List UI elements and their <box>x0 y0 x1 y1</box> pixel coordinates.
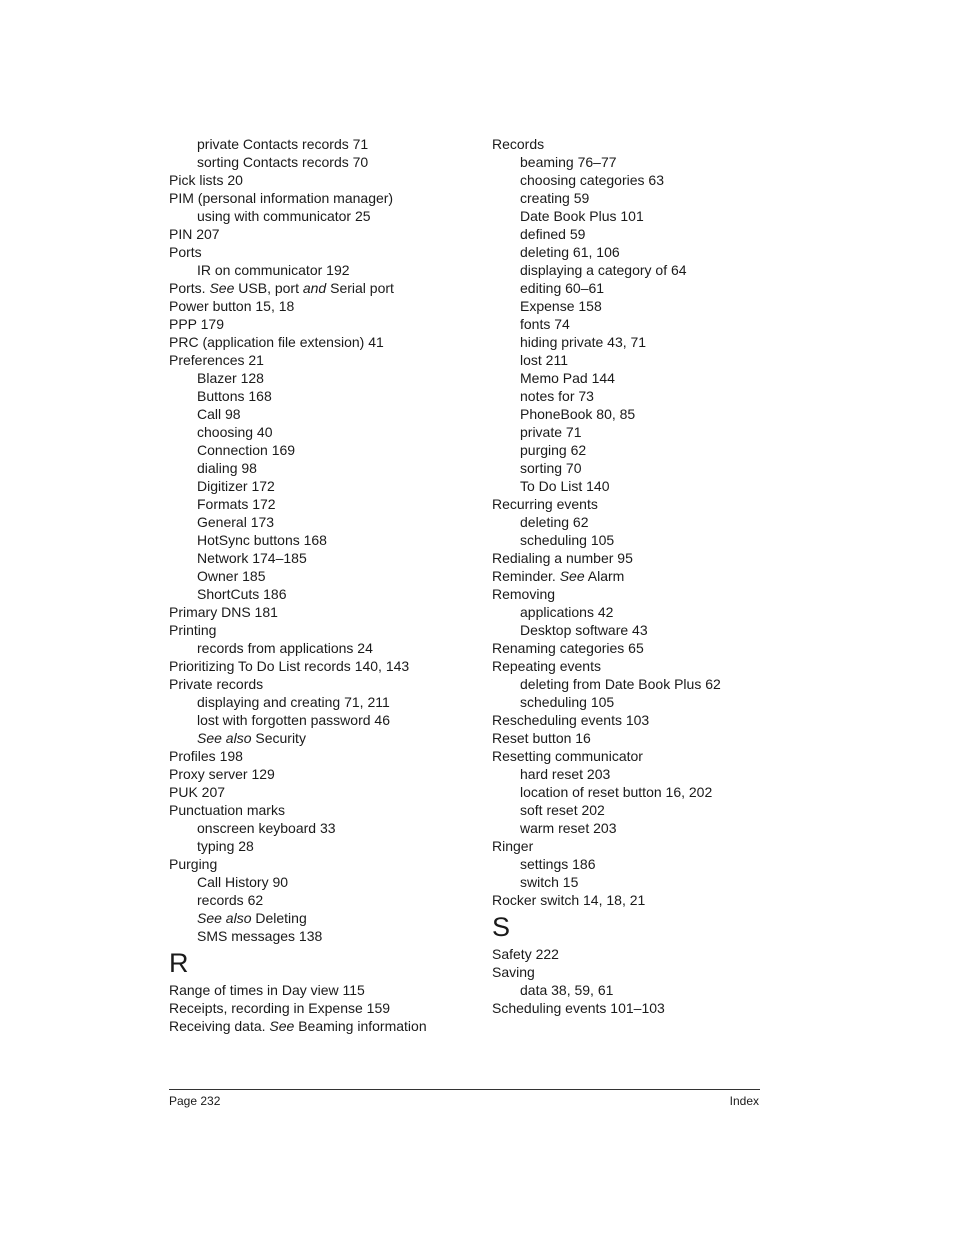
entry-text: warm reset 203 <box>520 820 617 836</box>
index-subentry <box>492 279 792 297</box>
entry-text: Prioritizing To Do List records 140, 143 <box>169 658 410 674</box>
entry-text: To Do List 140 <box>520 478 610 494</box>
index-subentry <box>492 981 792 999</box>
entry-text: Call 98 <box>197 406 241 422</box>
index-subentry <box>492 351 792 369</box>
index-subentry <box>169 549 469 567</box>
index-entry <box>169 999 469 1017</box>
index-subentry <box>492 297 792 315</box>
index-entry <box>169 333 469 351</box>
index-entry <box>169 603 469 621</box>
index-subentry <box>492 369 792 387</box>
index-subentry <box>169 909 469 927</box>
index-entry <box>169 657 469 675</box>
cross-reference-label: and <box>302 280 327 296</box>
entry-text: switch 15 <box>520 874 579 890</box>
index-subentry <box>492 225 792 243</box>
entry-text: Private records <box>169 676 264 692</box>
index-entry <box>492 567 792 585</box>
entry-text: PIN 207 <box>169 226 220 242</box>
entry-text: Saving <box>492 964 535 980</box>
index-subentry <box>492 675 792 693</box>
entry-text: purging 62 <box>520 442 587 458</box>
entry-text: Removing <box>492 586 556 602</box>
entry-text: Range of times in Day view 115 <box>169 982 365 998</box>
entry-text: Ringer <box>492 838 534 854</box>
index-entry <box>492 135 792 153</box>
entry-text: Desktop software 43 <box>520 622 648 638</box>
entry-text: scheduling 105 <box>520 694 615 710</box>
entry-text: displaying a category of 64 <box>520 262 687 278</box>
index-entry <box>492 963 792 981</box>
index-entry <box>169 747 469 765</box>
entry-text: displaying and creating 71, 211 <box>197 694 390 710</box>
index-entry <box>169 297 469 315</box>
entry-text: Rocker switch 14, 18, 21 <box>492 892 646 908</box>
index-subentry <box>492 531 792 549</box>
index-subentry <box>169 639 469 657</box>
index-entry <box>169 621 469 639</box>
section-letter: S <box>492 912 511 942</box>
entry-text: lost 211 <box>520 352 568 368</box>
index-subentry <box>169 531 469 549</box>
index-subentry <box>492 387 792 405</box>
entry-text: HotSync buttons 168 <box>197 532 327 548</box>
index-subentry <box>169 441 469 459</box>
entry-text: Resetting communicator <box>492 748 643 764</box>
index-subentry <box>492 603 792 621</box>
entry-text: Connection 169 <box>197 442 296 458</box>
entry-text: Receiving data. <box>169 1018 270 1034</box>
index-subentry <box>492 207 792 225</box>
index-subentry <box>169 459 469 477</box>
index-subentry <box>169 513 469 531</box>
entry-text: private 71 <box>520 424 582 440</box>
index-subentry <box>169 711 469 729</box>
entry-text: Reminder. <box>492 568 560 584</box>
entry-text: Recurring events <box>492 496 598 512</box>
entry-text: sorting Contacts records 70 <box>197 154 369 170</box>
entry-text: hiding private 43, 71 <box>520 334 647 350</box>
index-subentry <box>492 171 792 189</box>
entry-text: hard reset 203 <box>520 766 611 782</box>
cross-reference-label: See also <box>197 910 252 926</box>
entry-text: dialing 98 <box>197 460 257 476</box>
index-subentry <box>169 693 469 711</box>
section-letter: R <box>169 948 189 978</box>
entry-text: Redialing a number 95 <box>492 550 633 566</box>
index-entry <box>492 711 792 729</box>
entry-text: Digitizer 172 <box>197 478 275 494</box>
entry-text: choosing 40 <box>197 424 273 440</box>
cross-reference-label: See <box>559 568 585 584</box>
index-subentry <box>492 621 792 639</box>
entry-text: Ports <box>169 244 202 260</box>
footer-section-title: Index <box>729 1094 759 1108</box>
entry-text: typing 28 <box>197 838 254 854</box>
entry-text: SMS messages 138 <box>197 928 323 944</box>
entry-text: deleting 61, 106 <box>520 244 620 260</box>
entry-text: fonts 74 <box>520 316 570 332</box>
index-subentry <box>492 405 792 423</box>
index-entry <box>492 747 792 765</box>
index-entry <box>492 891 792 909</box>
entry-text: Primary DNS 181 <box>169 604 278 620</box>
entry-text: records 62 <box>197 892 264 908</box>
index-entry <box>169 783 469 801</box>
index-entry <box>492 837 792 855</box>
entry-text: Network 174–185 <box>197 550 307 566</box>
entry-text: Ports. <box>169 280 210 296</box>
index-subentry <box>169 369 469 387</box>
entry-text: PPP 179 <box>169 316 225 332</box>
entry-text: Expense 158 <box>520 298 602 314</box>
entry-text: Formats 172 <box>197 496 276 512</box>
index-subentry <box>492 513 792 531</box>
index-subentry <box>492 693 792 711</box>
index-entry <box>492 495 792 513</box>
entry-text: General 173 <box>197 514 275 530</box>
entry-text: Buttons 168 <box>197 388 272 404</box>
entry-text: Punctuation marks <box>169 802 285 818</box>
entry-text: Receipts, recording in Expense 159 <box>169 1000 391 1016</box>
cross-reference-label: See <box>269 1018 295 1034</box>
entry-text: choosing categories 63 <box>520 172 664 188</box>
index-column-left <box>169 135 469 1035</box>
index-subentry <box>492 423 792 441</box>
index-subentry <box>492 261 792 279</box>
index-subentry <box>169 891 469 909</box>
index-entry <box>492 945 792 963</box>
footer-rule <box>169 1089 760 1090</box>
index-entry <box>169 981 469 999</box>
entry-text: Power button 15, 18 <box>169 298 295 314</box>
entry-text: data 38, 59, 61 <box>520 982 614 998</box>
entry-text: PhoneBook 80, 85 <box>520 406 636 422</box>
entry-text: Reset button 16 <box>492 730 591 746</box>
index-subentry <box>169 405 469 423</box>
cross-reference-label: See also <box>197 730 252 746</box>
entry-text: Purging <box>169 856 218 872</box>
entry-text: Date Book Plus 101 <box>520 208 644 224</box>
index-subentry <box>169 873 469 891</box>
entry-text: Scheduling events 101–103 <box>492 1000 665 1016</box>
index-column-right <box>492 135 792 1017</box>
index-subentry <box>169 837 469 855</box>
entry-text: using with communicator 25 <box>197 208 371 224</box>
entry-text: Alarm <box>584 568 625 584</box>
index-entry <box>169 225 469 243</box>
entry-text: Call History 90 <box>197 874 289 890</box>
index-subentry <box>169 207 469 225</box>
index-entry <box>169 675 469 693</box>
index-subentry <box>492 243 792 261</box>
index-subentry <box>169 585 469 603</box>
footer-page-number: Page 232 <box>169 1094 221 1108</box>
index-subentry <box>492 459 792 477</box>
index-subentry <box>492 441 792 459</box>
entry-text: ShortCuts 186 <box>197 586 287 602</box>
entry-text: soft reset 202 <box>520 802 605 818</box>
index-subentry <box>169 261 469 279</box>
entry-text: Serial port <box>326 280 394 296</box>
entry-text: Proxy server 129 <box>169 766 275 782</box>
entry-text: Owner 185 <box>197 568 266 584</box>
entry-text: scheduling 105 <box>520 532 615 548</box>
index-entry <box>492 639 792 657</box>
index-entry <box>492 657 792 675</box>
index-subentry <box>169 153 469 171</box>
entry-text: Profiles 198 <box>169 748 243 764</box>
entry-text: PUK 207 <box>169 784 226 800</box>
index-subentry <box>492 855 792 873</box>
index-subentry <box>492 783 792 801</box>
entry-text: deleting from Date Book Plus 62 <box>520 676 721 692</box>
cross-reference-label: See <box>209 280 235 296</box>
index-subentry <box>169 423 469 441</box>
index-entry <box>169 315 469 333</box>
index-subentry <box>169 477 469 495</box>
entry-text: Blazer 128 <box>197 370 264 386</box>
entry-text: beaming 76–77 <box>520 154 617 170</box>
index-subentry <box>169 729 469 747</box>
entry-text: Rescheduling events 103 <box>492 712 650 728</box>
index-subentry <box>492 873 792 891</box>
entry-text: PRC (application file extension) 41 <box>169 334 384 350</box>
index-entry <box>169 855 469 873</box>
entry-text: editing 60–61 <box>520 280 605 296</box>
entry-text: USB, port <box>234 280 303 296</box>
index-entry <box>169 171 469 189</box>
entry-text: records from applications 24 <box>197 640 373 656</box>
index-subentry <box>169 927 469 945</box>
entry-text: Memo Pad 144 <box>520 370 615 386</box>
index-entry <box>169 765 469 783</box>
entry-text: Repeating events <box>492 658 601 674</box>
entry-text: PIM (personal information manager) <box>169 190 394 206</box>
index-subentry <box>492 189 792 207</box>
entry-text: IR on communicator 192 <box>197 262 350 278</box>
index-entry <box>169 351 469 369</box>
index-subentry <box>492 801 792 819</box>
entry-text: Beaming information <box>294 1018 427 1034</box>
entry-text: Records <box>492 136 545 152</box>
entry-text: notes for 73 <box>520 388 594 404</box>
entry-text: Pick lists 20 <box>169 172 243 188</box>
index-subentry <box>492 819 792 837</box>
entry-text: Renaming categories 65 <box>492 640 644 656</box>
index-subentry <box>492 477 792 495</box>
index-entry <box>169 189 469 207</box>
entry-text: onscreen keyboard 33 <box>197 820 336 836</box>
entry-text: Preferences 21 <box>169 352 264 368</box>
entry-text: sorting 70 <box>520 460 582 476</box>
index-entry <box>169 279 469 297</box>
index-subentry <box>492 765 792 783</box>
entry-text: deleting 62 <box>520 514 589 530</box>
entry-text: location of reset button 16, 202 <box>520 784 713 800</box>
entry-text: settings 186 <box>520 856 596 872</box>
index-subentry <box>169 387 469 405</box>
index-subentry <box>169 567 469 585</box>
entry-text: Safety 222 <box>492 946 559 962</box>
entry-text: creating 59 <box>520 190 590 206</box>
entry-text: applications 42 <box>520 604 614 620</box>
entry-text: defined 59 <box>520 226 586 242</box>
index-entry <box>492 585 792 603</box>
entry-text: Deleting <box>251 910 307 926</box>
index-subentry <box>492 153 792 171</box>
index-entry <box>169 1017 469 1035</box>
entry-text: Security <box>251 730 306 746</box>
index-subentry <box>169 495 469 513</box>
index-entry <box>492 549 792 567</box>
index-entry <box>169 801 469 819</box>
index-subentry <box>492 333 792 351</box>
index-subentry <box>492 315 792 333</box>
entry-text: lost with forgotten password 46 <box>197 712 390 728</box>
index-subentry <box>169 819 469 837</box>
entry-text: Printing <box>169 622 217 638</box>
index-entry <box>492 729 792 747</box>
index-subentry <box>169 135 469 153</box>
entry-text: private Contacts records 71 <box>197 136 369 152</box>
index-entry <box>169 243 469 261</box>
index-entry <box>492 999 792 1017</box>
